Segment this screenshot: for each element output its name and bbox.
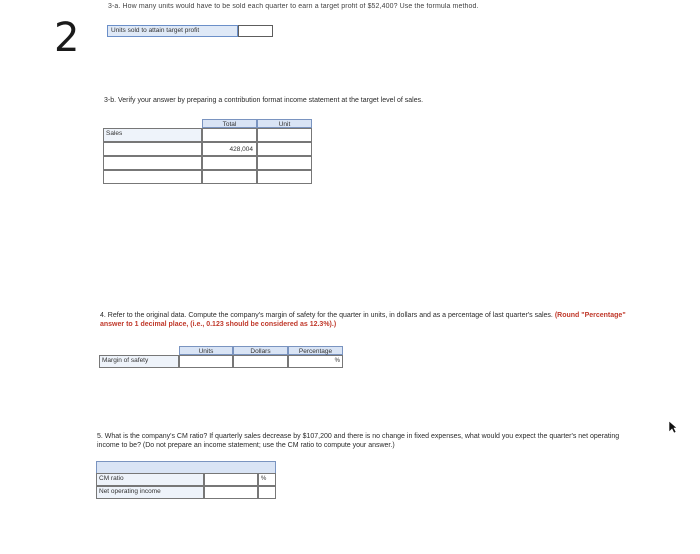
table-row xyxy=(103,128,314,142)
q4-row-label: Margin of safety xyxy=(99,355,179,368)
q5-instruction: 5. What is the company's CM ratio? If quarterly sales decrease by $107,200 and there is no change in fixed expenses, what would you expect the quarter's net operating income to be? (Do not prepare an income statement; use the CM ratio to compute your answer.) xyxy=(97,433,620,449)
q5-cm-ratio-table xyxy=(96,461,276,499)
q3b-total-input[interactable]: 428,004 xyxy=(202,142,257,156)
q3b-total-input[interactable] xyxy=(202,156,257,170)
q4-instruction-text: 4. Refer to the original data. Compute the company's margin of safety for the quarter in units, in dollars and as a percentage of last quarter's sales. xyxy=(100,312,553,319)
table-row xyxy=(96,486,276,499)
q3b-instruction: 3-b. Verify your answer by preparing a contribution format income statement at the target level of sales. xyxy=(104,97,424,104)
q5-suffix-cell xyxy=(258,486,276,499)
q3b-unit-input[interactable] xyxy=(257,156,312,170)
question-number: 2 xyxy=(54,15,80,61)
q3b-total-input[interactable] xyxy=(202,170,257,184)
q3a-label: Units sold to attain target profit xyxy=(107,25,238,37)
q3a-units-input[interactable] xyxy=(238,25,273,37)
table-row xyxy=(103,142,314,156)
q5-row-label: Net operating income xyxy=(96,486,204,499)
q5-cm-ratio-input[interactable] xyxy=(204,473,258,486)
q4-margin-of-safety-table xyxy=(99,346,355,368)
q3b-row-label-select[interactable] xyxy=(103,170,202,184)
q4-instruction xyxy=(100,311,640,329)
q5-row-label: CM ratio xyxy=(96,473,204,486)
q3a-question-text: 3-a. How many units would have to be sold each quarter to earn a target profit of $52,400? Use the formula method. xyxy=(108,3,479,10)
q4-header-percentage: Percentage xyxy=(288,346,343,355)
q3b-header-total: Total xyxy=(202,119,257,128)
q3b-total-input[interactable] xyxy=(202,128,257,142)
q3b-income-statement-table xyxy=(103,119,314,184)
q4-header-dollars: Dollars xyxy=(233,346,288,355)
q5-table-header xyxy=(96,461,276,473)
q5-net-operating-income-input[interactable] xyxy=(204,486,258,499)
table-row xyxy=(96,473,276,486)
q3b-row-label: Sales xyxy=(103,128,202,142)
table-row xyxy=(103,170,314,184)
q3b-unit-input[interactable] xyxy=(257,128,312,142)
q3b-row-label-select[interactable] xyxy=(103,156,202,170)
q4-units-input[interactable] xyxy=(179,355,233,368)
q4-instruction-emphasis: (Round "Percentage" answer to 1 decimal place, (i.e., 0.123 should be considered as 12.3%).) xyxy=(100,312,626,328)
q4-header-units: Units xyxy=(179,346,233,355)
q3b-header-unit: Unit xyxy=(257,119,312,128)
q3b-unit-input[interactable] xyxy=(257,142,312,156)
q3b-row-label-select[interactable] xyxy=(103,142,202,156)
cursor-arrow-icon xyxy=(668,420,678,434)
q4-dollars-input[interactable] xyxy=(233,355,288,368)
table-row xyxy=(99,355,355,368)
table-row xyxy=(103,156,314,170)
q4-percentage-input[interactable] xyxy=(288,355,343,368)
q3b-unit-input[interactable] xyxy=(257,170,312,184)
percent-sign: % xyxy=(258,473,276,486)
percent-sign: % xyxy=(334,358,340,364)
